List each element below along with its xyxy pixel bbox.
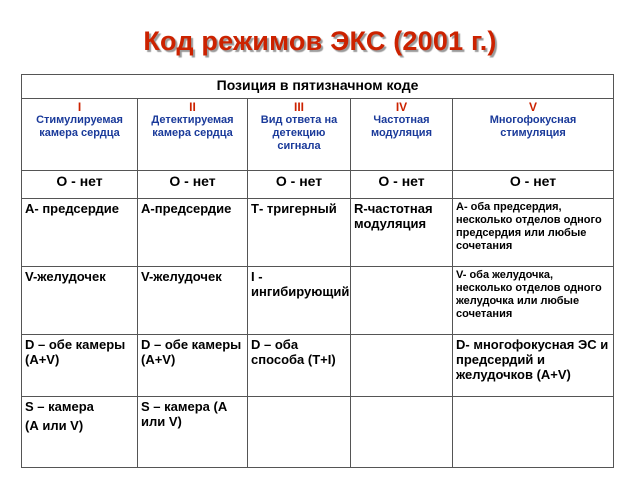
column-3-description: Вид ответа на детекцию сигнала bbox=[260, 114, 338, 152]
col1-atrium: А- предсердие bbox=[22, 199, 138, 267]
column-2-description: Детектируемая камера сердца bbox=[151, 114, 234, 139]
col4-rate-modulation: R-частотная модуляция bbox=[351, 199, 453, 267]
col2-ventricle: V-желудочек bbox=[138, 267, 248, 335]
column-4-description: Частотная модуляция bbox=[370, 114, 432, 139]
none-cell-5: О - нет bbox=[453, 171, 614, 199]
page-title: Код режимов ЭКС (2001 г.) bbox=[143, 26, 497, 56]
column-4-number: IV bbox=[395, 100, 408, 114]
column-5-description: Многофокусная стимуляция bbox=[489, 114, 577, 139]
col3-empty bbox=[248, 397, 351, 468]
column-header-5 bbox=[453, 99, 614, 171]
position-header: Позиция в пятизначном коде bbox=[22, 75, 614, 99]
col1-single-chamber: S – камера bbox=[25, 399, 94, 414]
col2-atrium: А-предсердие bbox=[138, 199, 248, 267]
none-cell-4: О - нет bbox=[351, 171, 453, 199]
col2-single: S – камера (А или V) bbox=[138, 397, 248, 468]
col2-dual: D – обе камеры (A+V) bbox=[138, 335, 248, 397]
col1-single bbox=[22, 397, 138, 468]
col1-single-note: (А или V) bbox=[25, 418, 84, 433]
column-header-1 bbox=[22, 99, 138, 171]
col5-dual: D- многофокусная ЭС и предсердий и желудочков (A+V) bbox=[453, 335, 614, 397]
column-1-description: Стимулируемая камера сердца bbox=[36, 114, 123, 139]
col5-atria: А- оба предсердия, несколько отделов одного предсердия или любые сочетания bbox=[453, 199, 614, 267]
col4-empty-3 bbox=[351, 397, 453, 468]
col1-dual: D – обе камеры (A+V) bbox=[22, 335, 138, 397]
col4-empty-1 bbox=[351, 267, 453, 335]
column-3-number: III bbox=[293, 100, 304, 114]
column-5-number: V bbox=[529, 100, 538, 114]
col5-ventricles: V- оба желудочка, несколько отделов одного желудочка или любые сочетания bbox=[453, 267, 614, 335]
column-header-4 bbox=[351, 99, 453, 171]
col3-triggered: Т- тригерный bbox=[248, 199, 351, 267]
col5-empty bbox=[453, 397, 614, 468]
none-cell-3: О - нет bbox=[248, 171, 351, 199]
col1-ventricle: V-желудочек bbox=[22, 267, 138, 335]
column-header-3 bbox=[248, 99, 351, 171]
col4-empty-2 bbox=[351, 335, 453, 397]
column-1-number: I bbox=[77, 100, 82, 114]
col3-inhibited: I - ингибирующий bbox=[248, 267, 351, 335]
none-cell-1: О - нет bbox=[22, 171, 138, 199]
none-cell-2: О - нет bbox=[138, 171, 248, 199]
column-2-number: II bbox=[189, 100, 196, 114]
pacemaker-code-table bbox=[21, 74, 614, 468]
column-header-2 bbox=[138, 99, 248, 171]
col3-dual: D – оба способа (T+I) bbox=[248, 335, 351, 397]
